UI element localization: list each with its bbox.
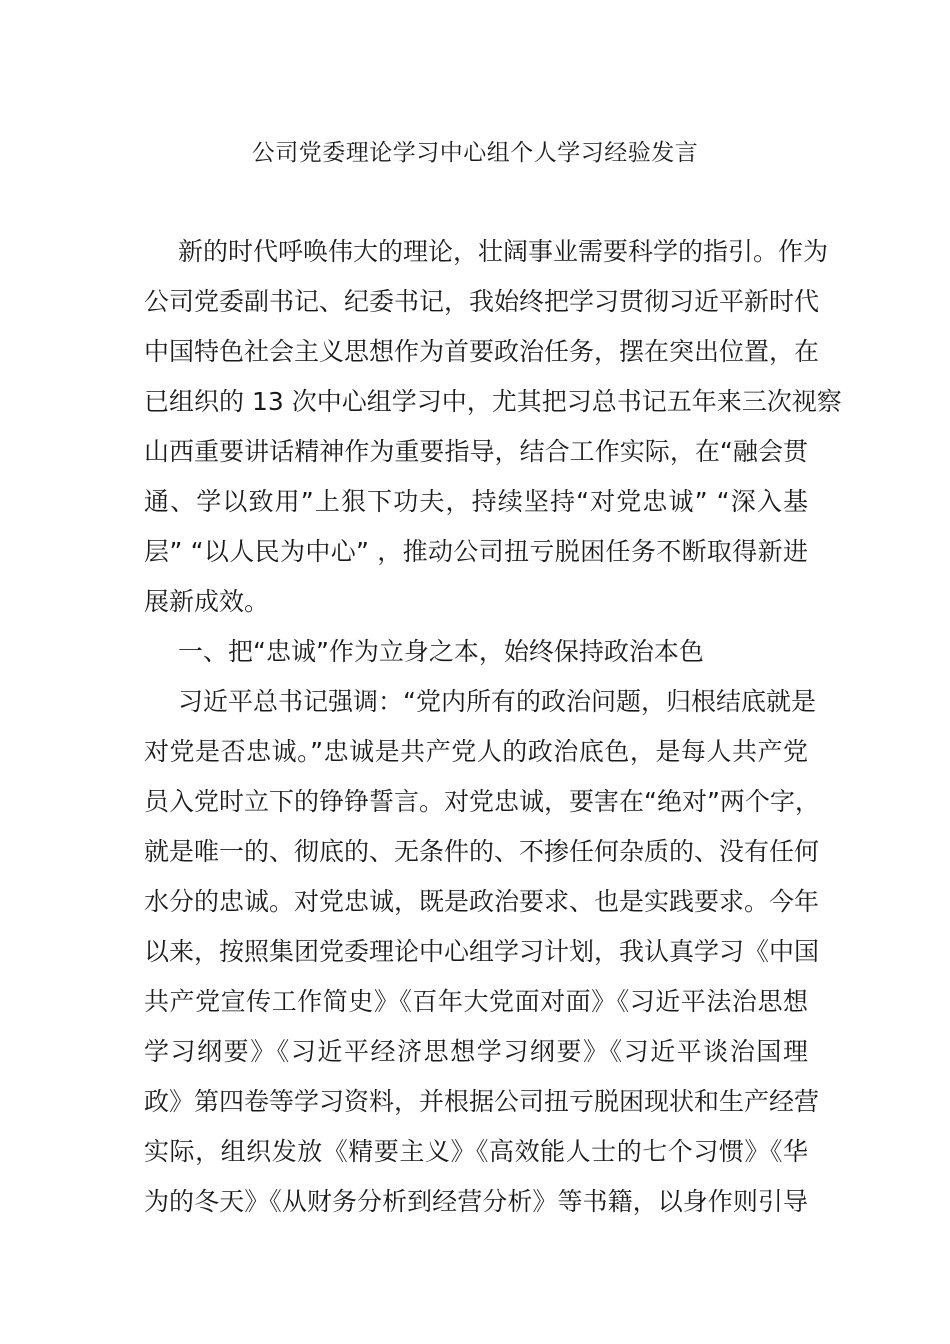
paragraph-line: 就是唯一的、彻底的、无条件的、不掺任何杂质的、没有任何 [144, 837, 820, 866]
paragraph-line: 通、学以致用”上狠下功夫，持续坚持“对党忠诚” “深入基 [144, 487, 808, 516]
paragraph-line: 公司党委副书记、纪委书记，我始终把学习贯彻习近平新时代 [144, 287, 820, 316]
document-title: 公司党委理论学习中心组个人学习经验发言 [251, 140, 699, 166]
paragraph-line: 习近平总书记强调：“党内所有的政治问题，归根结底就是 [178, 687, 816, 716]
paragraph-line: 山西重要讲话精神作为重要指导，结合工作实际，在“融会贯 [144, 437, 808, 466]
paragraph-line: 政》第四卷等学习资料，并根据公司扭亏脱困现状和生产经营 [144, 1087, 820, 1116]
paragraph-line: 员入党时立下的铮铮誓言。对党忠诚，要害在“绝对”两个字， [144, 787, 820, 816]
paragraph-line: 共产党宣传工作简史》《百年大党面对面》《习近平法治思想 [144, 987, 808, 1016]
paragraph-line: 为的冬天》《从财务分析到经营分析》等书籍，以身作则引导 [144, 1187, 808, 1216]
paragraph-line: 展新成效。 [144, 587, 270, 616]
paragraph-line: 中国特色社会主义思想作为首要政治任务，摆在突出位置，在 [144, 337, 820, 366]
section-heading: 一、把“忠诚”作为立身之本，始终保持政治本色 [178, 637, 704, 666]
paragraph-line: 层” “以人民为中心” ，推动公司扭亏脱困任务不断取得新进 [144, 537, 808, 566]
document-body [144, 227, 842, 1227]
paragraph-line: 水分的忠诚。对党忠诚，既是政治要求、也是实践要求。今年 [144, 887, 820, 916]
paragraph-line: 新的时代呼唤伟大的理论，壮阔事业需要科学的指引。作为 [178, 237, 829, 266]
paragraph-line: 以来，按照集团党委理论中心组学习计划，我认真学习《中国 [144, 937, 820, 966]
paragraph-line: 学习纲要》《习近平经济思想学习纲要》《习近平谈治国理 [144, 1037, 808, 1066]
paragraph-line: 对党是否忠诚。”忠诚是共产党人的政治底色，是每人共产党 [144, 737, 808, 766]
paragraph-line: 已组织的 13 次中心组学习中，尤其把习总书记五年来三次视察 [144, 387, 842, 416]
paragraph-line: 实际，组织发放《精要主义》《高效能人士的七个习惯》《华 [144, 1137, 808, 1166]
